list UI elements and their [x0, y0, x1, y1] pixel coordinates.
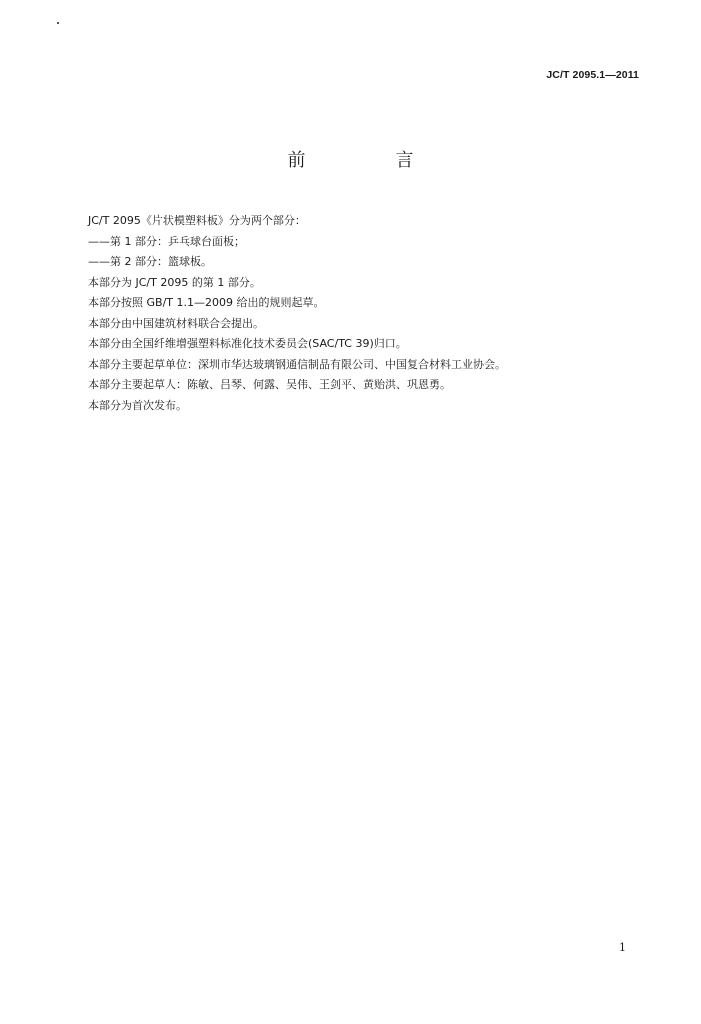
paragraph-drafters: 本部分主要起草人：陈敏、吕琴、何露、吴伟、王剑平、黄贻洪、巩恩勇。	[88, 378, 451, 391]
page-number: 1	[619, 941, 626, 954]
paragraph-this-part: 本部分为 JC/T 2095 的第 1 部分。	[88, 275, 261, 289]
paragraph-proposed-by: 本部分由中国建筑材料联合会提出。	[88, 316, 264, 330]
document-code: JC/T 2095.1—2011	[546, 69, 639, 81]
paragraph-part-2: ——第 2 部分：篮球板。	[88, 255, 212, 268]
paragraph-drafting-units: 本部分主要起草单位：深圳市华达玻璃钢通信制品有限公司、中国复合材料工业协会。	[88, 357, 506, 371]
paragraph-parts-intro: JC/T 2095《片状模塑料板》分为两个部分：	[88, 214, 306, 227]
scan-speck	[57, 22, 59, 24]
paragraph-administered-by: 本部分由全国纤维增强塑料标准化技术委员会(SAC/TC 39)归口。	[88, 337, 407, 350]
paragraph-first-release: 本部分为首次发布。	[88, 398, 187, 412]
paragraph-part-1: ——第 1 部分：乒乓球台面板；	[88, 234, 245, 248]
paragraph-drafting-rules: 本部分按照 GB/T 1.1—2009 给出的规则起草。	[88, 296, 325, 309]
foreword-body	[88, 211, 648, 416]
page-title: 前 言	[287, 150, 450, 171]
